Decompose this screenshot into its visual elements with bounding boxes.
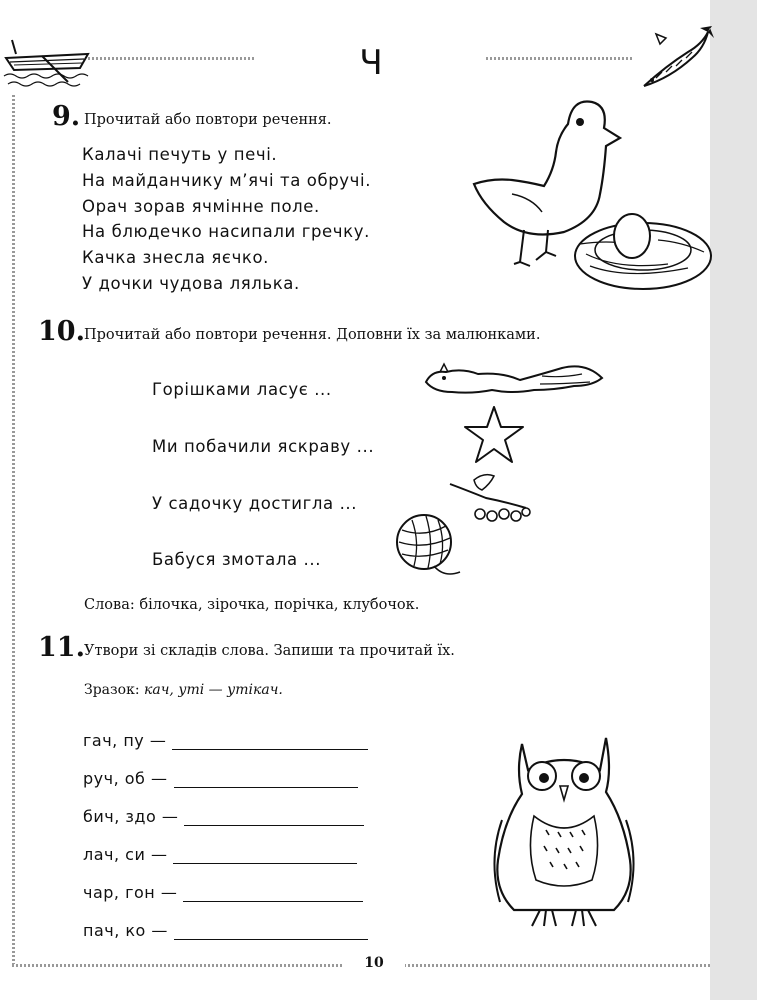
answer-line[interactable] [184, 807, 364, 826]
task9-sentence: На майданчику м’ячі та обручі. [82, 171, 372, 190]
fish-icon [636, 26, 714, 92]
exercise-label: пач, ко — [83, 921, 168, 940]
exercise-row [83, 766, 358, 788]
yarn-ball-icon [394, 512, 464, 582]
exercise-row [83, 918, 368, 940]
task9-sentence: Калачі печуть у печі. [82, 145, 278, 164]
task10-riddle: Бабуся змотала ... [152, 550, 322, 569]
exercise-row [83, 842, 357, 864]
left-border [12, 95, 15, 967]
page-margin [710, 0, 757, 1000]
duck-with-egg-illustration [468, 94, 713, 299]
top-border-left [88, 57, 256, 60]
task10-number: 10. [38, 316, 85, 347]
answer-line[interactable] [174, 769, 358, 788]
task9-instruction: Прочитай або повтори речення. [84, 112, 332, 128]
exercise-row [83, 804, 364, 826]
answer-line[interactable] [173, 845, 357, 864]
task11-instruction: Утвори зі складів слова. Запиши та прочитай їх. [84, 643, 455, 659]
task10-instruction: Прочитай або повтори речення. Доповни їх за малюнками. [84, 327, 541, 343]
task10-riddle: У садочку достигла ... [152, 494, 358, 513]
task9-number: 9. [52, 101, 81, 132]
task9-sentence: На блюдечко насипали гречку. [82, 222, 370, 241]
exercise-row [83, 880, 363, 902]
task10-words: Слова: білочка, зірочка, порічка, клубочок. [84, 597, 420, 613]
page-number: 10 [364, 955, 384, 971]
task9-sentence: У дочки чудова лялька. [82, 274, 300, 293]
star-icon [462, 404, 526, 466]
sample-example: кач, уті — утікач. [144, 682, 283, 698]
exercise-label: лач, си — [83, 845, 168, 864]
task10-riddle: Горішками ласує ... [152, 380, 332, 399]
header-letter: Ч [359, 43, 383, 83]
exercise-label: бич, здо — [83, 807, 179, 826]
task9-sentence: Орач зорав ячмінне поле. [82, 197, 320, 216]
answer-line[interactable] [172, 731, 368, 750]
owl-illustration [484, 730, 644, 930]
exercise-label: чар, гон — [83, 883, 178, 902]
exercise-label: гач, пу — [83, 731, 167, 750]
task10-riddle: Ми побачили яскраву ... [152, 437, 375, 456]
task9-sentence: Качка знесла яєчко. [82, 248, 270, 267]
task11-number: 11. [38, 632, 85, 663]
exercise-row [83, 728, 368, 750]
squirrel-icon [422, 360, 608, 402]
exercise-label: руч, об — [83, 769, 168, 788]
task11-sample [84, 682, 283, 698]
page-number-box [343, 943, 405, 983]
top-border-right [486, 57, 634, 60]
header-letter-box [256, 42, 486, 84]
answer-line[interactable] [174, 921, 368, 940]
sample-label: Зразок: [84, 682, 140, 698]
answer-line[interactable] [183, 883, 363, 902]
boat-icon [2, 34, 94, 94]
